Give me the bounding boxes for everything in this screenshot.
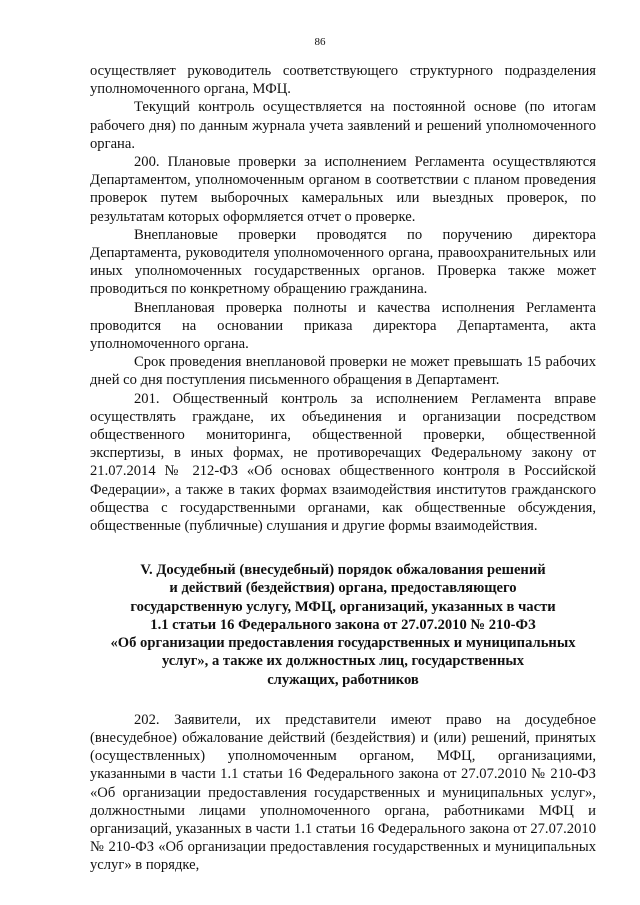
heading-line: служащих, работников bbox=[267, 671, 419, 688]
paragraphs-before-heading bbox=[90, 62, 596, 535]
heading-line: государственную услугу, МФЦ, организаций, указанных в части bbox=[130, 598, 556, 615]
heading-line: и действий (бездействия) органа, предоставляющего bbox=[169, 580, 517, 597]
paragraph-unscheduled-inspections: Внеплановые проверки проводятся по поручению директора Департамента, руководителя уполномоченного органа, правоохранительных или иных уполномоченных государственных органов. Проверка также может проводиться по конкретному обращению гражданина. bbox=[90, 226, 596, 298]
paragraph-201-public-control: 201. Общественный контроль за исполнением Регламента вправе осуществлять граждане, их объединения и организации посредством общественного мониторинга, общественной проверки, общественной экспертизы, в иных формах, не противоречащих Федеральному закону от 21.07.2014 № 212-ФЗ «Об основах общественного контроля в Российской Федерации», а также в таких формах взаимодействия институтов гражданского общества с государственными органами, как общественные обсуждения, общественные (публичные) слушания и другие формы взаимодействия. bbox=[90, 390, 596, 535]
paragraph-200-planned-inspections: 200. Плановые проверки за исполнением Регламента осуществляются Департаментом, уполномоченным органом в соответствии с планом проведения проверок путем выборочных камеральных или выездных проверок, по результатам которых оформляется отчет о проверке. bbox=[90, 154, 596, 225]
document-body bbox=[90, 62, 596, 875]
paragraph-current-control: Текущий контроль осуществляется на постоянной основе (по итогам рабочего дня) по данным журнала учета заявлений и решений уполномоченного органа. bbox=[90, 99, 596, 152]
section-v-heading bbox=[90, 561, 596, 688]
heading-line: «Об организации предоставления государственных и муниципальных bbox=[110, 635, 576, 652]
paragraph-unscheduled-inspection-basis: Внеплановая проверка полноты и качества исполнения Регламента проводится на основании приказа директора Департамента, акта уполномоченного органа. bbox=[90, 299, 596, 353]
paragraph-continuation: осуществляет руководитель соответствующего структурного подразделения уполномоченного органа, МФЦ. bbox=[90, 63, 596, 98]
heading-line: V. Досудебный (внесудебный) порядок обжалования решений bbox=[140, 562, 546, 579]
paragraph-202-appeal-right: 202. Заявители, их представители имеют право на досудебное (внесудебное) обжалование действий (бездействия) и (или) решений, принятых (осуществленных) уполномоченным органом, МФЦ, организациями, указанными в части 1.1 статьи 16 Федерального закона от 27.07.2010 № 210-ФЗ «Об организации предоставления государственных и муниципальных услуг», должностными лицами уполномоченного органа, работниками МФЦ и организаций, указанных в части 1.1 статьи 16 Федерального закона от 27.07.2010 № 210-ФЗ «Об организации предоставления государственных и муниципальных услуг» в порядке, bbox=[90, 711, 596, 874]
heading-line: услуг», а также их должностных лиц, государственных bbox=[161, 653, 525, 670]
paragraph-inspection-term: Срок проведения внеплановой проверки не может превышать 15 рабочих дней со дня поступления письменного обращения в Департамент. bbox=[90, 354, 596, 389]
heading-line: 1.1 статьи 16 Федерального закона от 27.07.2010 № 210-ФЗ bbox=[150, 616, 536, 633]
page-number: 86 bbox=[314, 36, 326, 48]
paragraphs-after-heading bbox=[90, 711, 596, 875]
